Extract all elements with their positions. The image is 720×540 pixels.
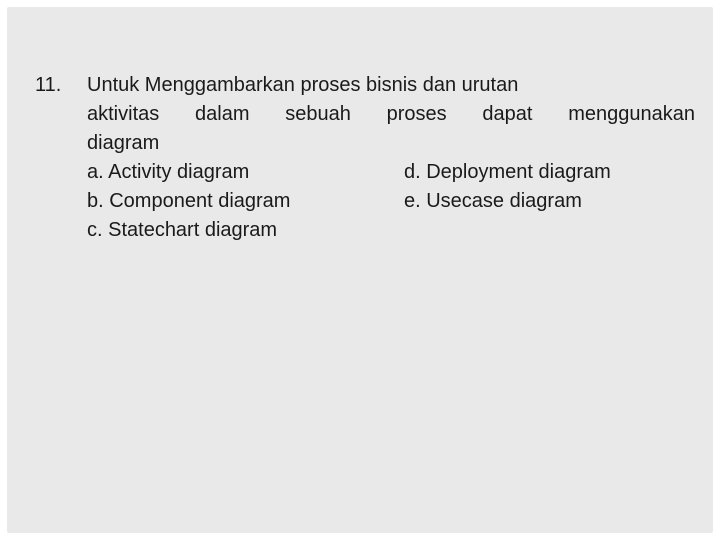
slide-frame xyxy=(7,7,713,533)
question-row xyxy=(35,71,695,100)
answer-options xyxy=(87,158,695,245)
question-line-1: Untuk Menggambarkan proses bisnis dan urutan xyxy=(87,74,519,96)
option-d: d. Deployment diagram xyxy=(404,161,611,183)
question-line-3: diagram xyxy=(87,132,160,154)
option-e: e. Usecase diagram xyxy=(404,190,582,212)
question-number: 11. xyxy=(35,74,62,96)
option-a: a. Activity diagram xyxy=(87,161,250,183)
question-text xyxy=(87,71,695,100)
option-c: c. Statechart diagram xyxy=(87,219,278,241)
question-block xyxy=(35,71,695,245)
option-b: b. Component diagram xyxy=(87,190,291,212)
question-line-2: aktivitas dalam sebuah proses dapat menggunakan xyxy=(87,103,695,125)
